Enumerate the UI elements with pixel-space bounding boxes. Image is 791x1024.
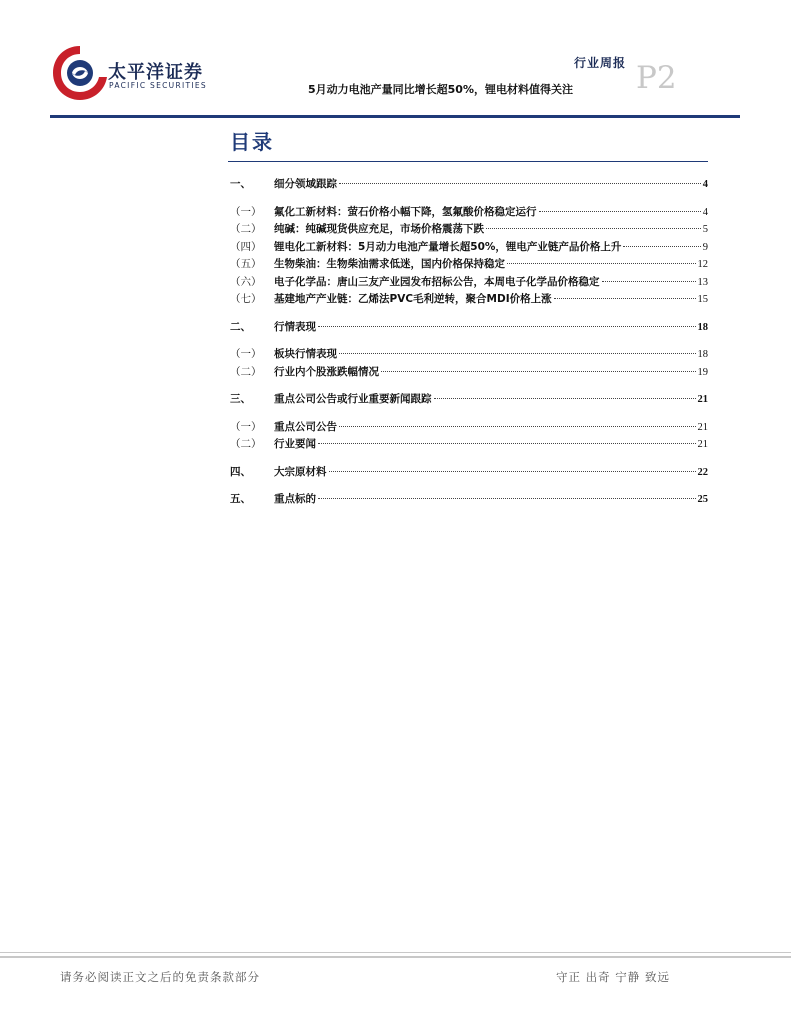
toc-entry-title: 纯碱：纯碱现货供应充足，市场价格震荡下跌	[274, 223, 484, 235]
toc-entry-title: 锂电化工新材料：5月动力电池产量增长超50%，锂电产业链产品价格上升	[274, 240, 622, 253]
toc-entry-number: （一）	[230, 205, 262, 218]
toc-entry-number: （五）	[230, 258, 262, 270]
toc-entry-number: （二）	[230, 365, 262, 378]
toc-entry[interactable]	[230, 274, 708, 292]
toc-entry-number: （七）	[230, 293, 262, 305]
toc-entry-page: 21	[697, 439, 708, 450]
footer-divider	[0, 956, 791, 958]
brand-name-en: PACIFIC SECURITIES	[109, 81, 207, 90]
toc-entry-page: 19	[697, 366, 708, 378]
toc-leader-dots	[339, 183, 701, 184]
toc-entry-page: 21	[697, 421, 708, 433]
toc-leader-dots	[318, 443, 696, 444]
toc-entry-page: 18	[697, 321, 708, 333]
toc-entry-page: 12	[697, 259, 708, 270]
toc-entry-page: 22	[697, 466, 708, 478]
toc-entry[interactable]	[230, 464, 708, 482]
toc-leader-dots	[339, 426, 696, 427]
toc-leader-dots	[554, 298, 696, 299]
toc-heading-divider	[228, 161, 708, 162]
pacific-securities-logo-icon	[50, 43, 110, 103]
toc-entry-page: 21	[697, 394, 708, 405]
toc-entry-number: 四、	[230, 465, 251, 478]
toc-entry-title: 氟化工新材料：萤石价格小幅下降，氢氟酸价格稳定运行	[274, 205, 537, 218]
toc-entry-title: 电子化学品：唐山三友产业园发布招标公告，本周电子化学品价格稳定	[274, 275, 600, 288]
toc-entry-number: （二）	[230, 438, 262, 450]
toc-entry-page: 4	[702, 206, 708, 218]
toc-entry-number: （六）	[230, 275, 262, 288]
footer-disclaimer: 请务必阅读正文之后的免责条款部分	[60, 970, 260, 984]
toc-entry-page: 4	[702, 179, 708, 190]
footer-divider	[0, 952, 791, 953]
header-divider	[50, 115, 740, 118]
brand-name-cn: 太平洋证券	[108, 62, 203, 83]
page-number: P2	[636, 60, 677, 96]
toc-entry[interactable]	[230, 391, 708, 409]
toc-entry[interactable]	[230, 346, 708, 364]
toc-entry[interactable]	[230, 364, 708, 382]
toc-entry[interactable]	[230, 256, 708, 274]
toc-leader-dots	[623, 246, 700, 247]
toc-entry-page: 15	[697, 294, 708, 305]
toc-entry-number: （二）	[230, 223, 262, 235]
toc-entry-number: （一）	[230, 348, 262, 360]
report-type-label: 行业周报	[574, 56, 627, 70]
toc-entry-title: 重点公司公告或行业重要新闻跟踪	[274, 393, 432, 405]
toc-entry[interactable]	[230, 419, 708, 437]
toc-entry[interactable]	[230, 239, 708, 257]
toc-leader-dots	[318, 326, 696, 327]
toc-entry-number: （四）	[230, 240, 262, 253]
toc-entry-page: 5	[702, 224, 708, 235]
footer-motto: 守正 出奇 宁静 致远	[556, 970, 670, 984]
toc-entry-title: 重点公司公告	[274, 420, 337, 433]
table-of-contents	[230, 176, 708, 509]
toc-entry[interactable]	[230, 176, 708, 194]
toc-entry-number: （一）	[230, 420, 262, 433]
toc-entry-page: 9	[702, 241, 708, 253]
toc-leader-dots	[381, 371, 696, 372]
toc-leader-dots	[602, 281, 696, 282]
toc-entry-page: 13	[697, 276, 708, 288]
toc-entry[interactable]	[230, 291, 708, 309]
toc-entry[interactable]	[230, 436, 708, 454]
toc-entry[interactable]	[230, 204, 708, 222]
toc-leader-dots	[329, 471, 696, 472]
toc-entry-page: 25	[697, 494, 708, 505]
toc-entry-number: 三、	[230, 393, 251, 405]
toc-entry-title: 行情表现	[274, 320, 316, 333]
toc-entry-title: 行业要闻	[274, 438, 316, 450]
toc-entry-title: 细分领域跟踪	[274, 178, 337, 190]
toc-entry-number: 二、	[230, 320, 251, 333]
report-title: 5月动力电池产量同比增长超50%，锂电材料值得关注	[308, 83, 573, 96]
toc-leader-dots	[318, 498, 696, 499]
toc-entry-title: 板块行情表现	[274, 348, 337, 360]
toc-leader-dots	[539, 211, 701, 212]
toc-entry-title: 重点标的	[274, 493, 316, 505]
toc-leader-dots	[486, 228, 701, 229]
toc-entry-number: 五、	[230, 493, 251, 505]
toc-entry-title: 基建地产产业链：乙烯法PVC毛利逆转，聚合MDI价格上涨	[274, 293, 552, 305]
toc-entry-number: 一、	[230, 178, 251, 190]
toc-leader-dots	[339, 353, 696, 354]
toc-entry-title: 生物柴油：生物柴油需求低迷，国内价格保持稳定	[274, 258, 505, 270]
toc-leader-dots	[507, 263, 696, 264]
toc-entry-title: 大宗原材料	[274, 465, 327, 478]
toc-heading: 目录	[230, 130, 274, 154]
toc-entry[interactable]	[230, 221, 708, 239]
toc-leader-dots	[434, 398, 696, 399]
toc-entry[interactable]	[230, 319, 708, 337]
toc-entry[interactable]	[230, 491, 708, 509]
toc-entry-page: 18	[697, 349, 708, 360]
toc-entry-title: 行业内个股涨跌幅情况	[274, 365, 379, 378]
